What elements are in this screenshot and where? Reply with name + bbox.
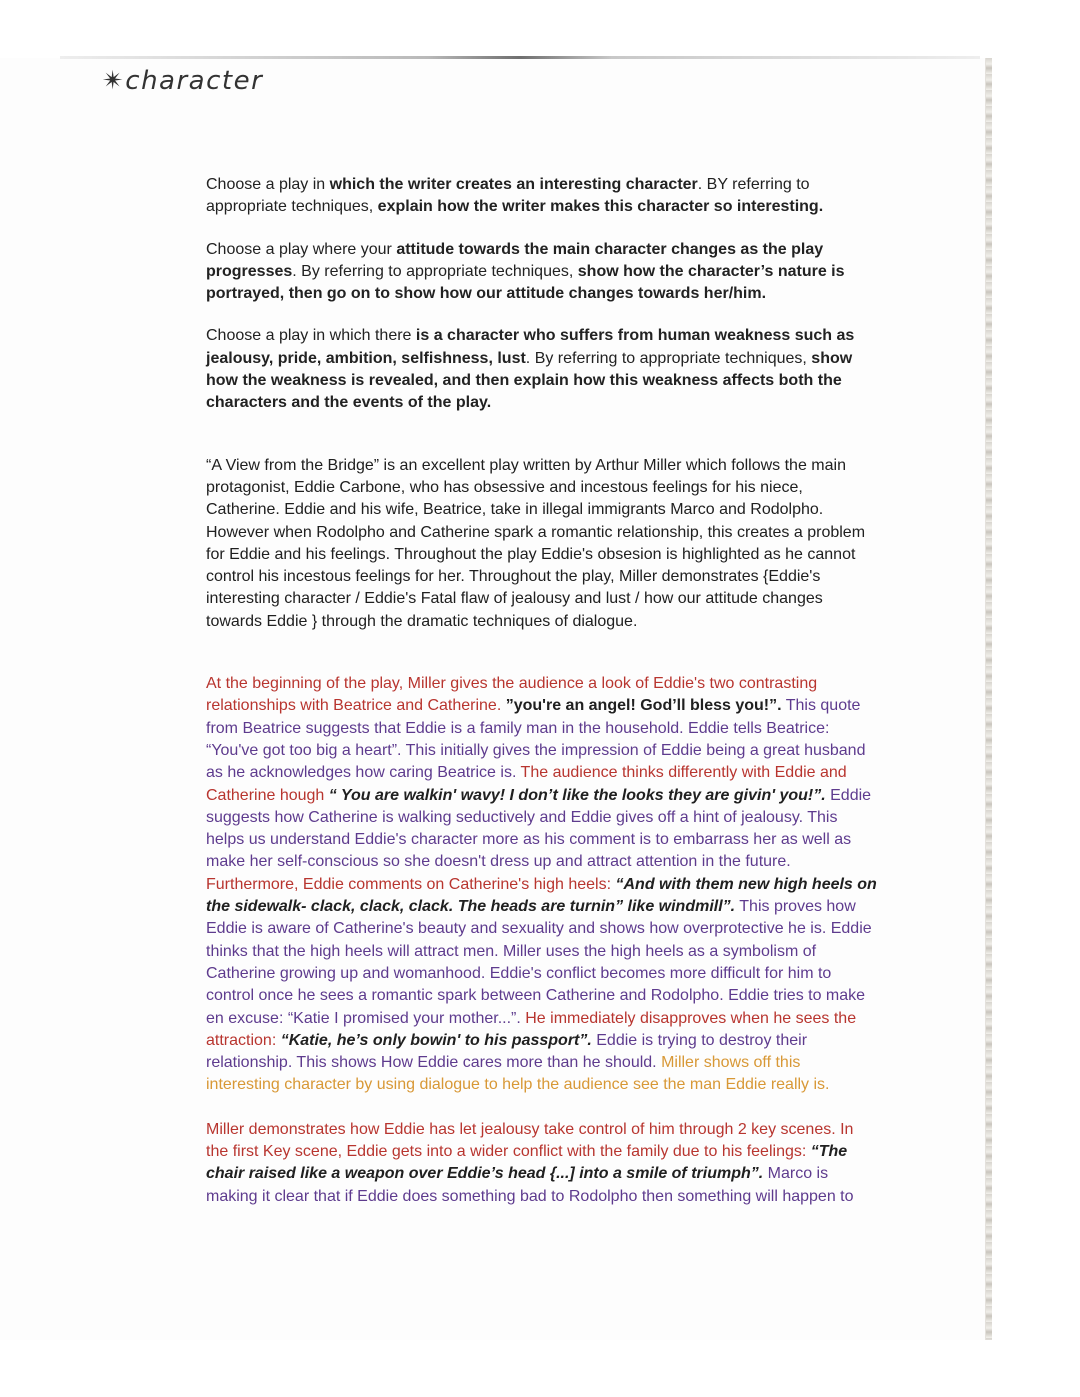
prompt-text-bold: is a character who suffers from human weakness such as jealousy, pride, ambition, selfishness, lust (206, 327, 855, 367)
essay-paragraph-2 (206, 1119, 878, 1208)
page-title: ✴character (102, 66, 264, 96)
prompt-text: . BY referring to appropriate techniques, (206, 176, 810, 216)
paragraph-segment: At the beginning of the play, Miller gives the audience a look of Eddie's two contrasting relationships with Beatrice and Catherine. (206, 675, 818, 715)
paragraph-segment: The audience thinks differently with Eddie and Catherine hough (206, 764, 847, 804)
paragraph-segment: This quote from Beatrice suggests that Eddie is a family man in the household. Eddie tells Beatrice: “You've got too big a heart”. This initially gives the impression of Eddie being a great husband as he acknowledges how caring Beatrice is. (206, 697, 866, 782)
prompt-text: Choose a play in which there (206, 327, 416, 345)
paragraph-segment: He immediately disapproves when he sees the attraction: (206, 1009, 857, 1049)
paragraph-segment: This proves how Eddie is aware of Catherine's beauty and sexuality and shows how overprotective he is. Eddie thinks that the high heels will attract men. Miller uses the high heels as a symbolism of Catherine growing up and womanhood. Eddie's conflict becomes more difficult for him to control once he sees a romantic spark between Catherine and Rodolpho. Eddie tries to make en excuse: “Katie I promised your mother...”. (206, 898, 872, 1027)
quote-segment: “Katie, he’s only bowin' to his passport”. (280, 1031, 592, 1049)
paragraph-conclusion: Miller shows off this interesting character by using dialogue to help the audience see the man Eddie really is. (206, 1054, 830, 1094)
essay-prompt-1 (206, 174, 878, 219)
prompt-text: Choose a play where your (206, 240, 397, 258)
essay-content (206, 174, 878, 1208)
prompt-text-bold: show how the weakness is revealed, and then explain how this weakness affects both the characters and the events of the play. (206, 349, 853, 412)
paper-right-edge (986, 58, 992, 1340)
paragraph-segment: Marco is making it clear that if Eddie does something bad to Rodolpho then something will happen to (206, 1165, 854, 1205)
essay-prompt-2 (206, 239, 878, 306)
prompt-text: . By referring to appropriate techniques, (292, 262, 578, 280)
essay-prompt-3 (206, 325, 878, 414)
prompt-text-bold: attitude towards the main character changes as the play progresses (206, 240, 824, 280)
paper-top-edge (60, 56, 980, 59)
paragraph-segment: Eddie is trying to destroy their relationship. This shows How Eddie cares more than he should. (206, 1031, 808, 1072)
prompt-text: . By referring to appropriate techniques, (525, 349, 812, 367)
quote-segment: ”you're an angel! God’ll bless you!”. (505, 697, 782, 715)
paragraph-segment: Furthermore, Eddie comments on Catherine's high heels: (206, 875, 616, 893)
paragraph-segment: Eddie suggests how Catherine is walking seductively and Eddie gives off a hint of jealousy. This helps us understand Eddie's character more as his comment is to embarrass her as well as make her self-conscious so she doesn't dress up and attract attention in the future. (206, 786, 872, 871)
prompt-text-bold: show how the character’s nature is portrayed, then go on to show how our attitude changes towards her/him. (206, 262, 845, 303)
prompt-text-bold: which the writer creates an interesting character (329, 176, 698, 193)
quote-segment: “ You are walkin' wavy! I don’t like the looks they are givin' you!”. (328, 786, 826, 804)
essay-paragraph-1 (206, 673, 878, 1097)
quote-segment: “And with them new high heels on the sidewalk- clack, clack, clack. The heads are turnin” like windmill”. (206, 875, 877, 916)
prompt-text-bold: explain how the writer makes this character so interesting. (377, 198, 824, 216)
essay-introduction: “A View from the Bridge” is an excellent play written by Arthur Miller which follows the main protagonist, Eddie Carbone, who has obsessive and incestous feelings for his niece, Catherine. Eddie and his wife, Beatrice, take in illegal immigrants Marco and Rodolpho. However when Rodolpho and Catherine spark a romantic relationship, this creates a problem for Eddie and his feelings. Throughout the play Eddie's obsesion is highlighted as he cannot control his incestous feelings for her. Throughout the play, Miller demonstrates {Eddie's interesting character / Eddie's Fatal flaw of jealousy and lust / how our attitude changes towards Eddie } through the dramatic techniques of dialogue. (206, 456, 866, 630)
quote-segment: “The chair raised like a weapon over Eddie’s head {...] into a smile of triumph”. (206, 1142, 848, 1183)
prompt-text: Choose a play in (206, 176, 330, 193)
paragraph-segment: Miller demonstrates how Eddie has let jealousy take control of him through 2 key scenes. In the first Key scene, Eddie gets into a wider conflict with the family due to his feelings: (206, 1120, 854, 1160)
